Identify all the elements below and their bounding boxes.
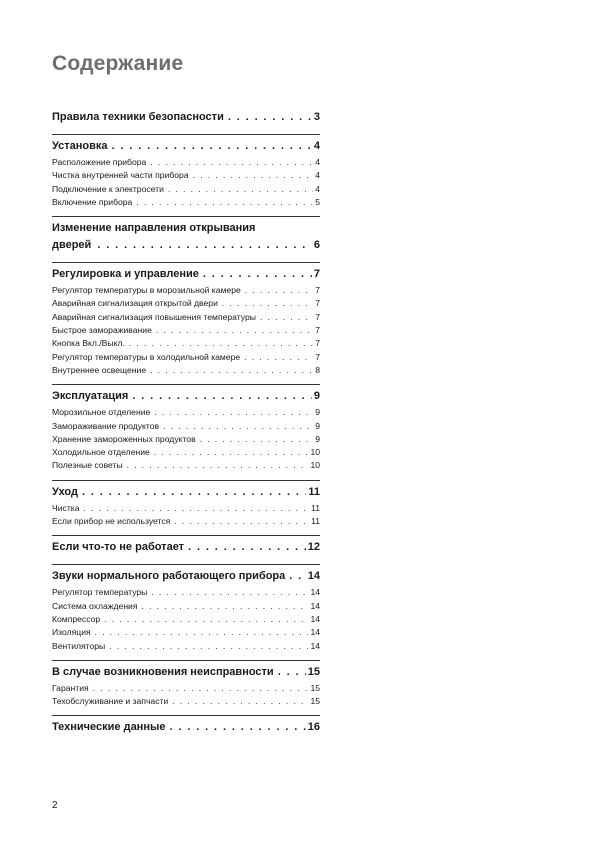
toc-item[interactable] — [52, 601, 320, 614]
toc-item[interactable] — [52, 683, 320, 696]
dot-leader — [156, 325, 313, 335]
toc-item[interactable] — [52, 516, 320, 529]
dot-leader — [260, 312, 313, 322]
dot-leader — [168, 184, 313, 194]
toc-item-page: 7 — [315, 351, 320, 362]
dot-leader — [193, 170, 314, 180]
dot-leader — [154, 447, 309, 457]
toc-item-page: 9 — [315, 407, 320, 418]
toc-item[interactable] — [52, 352, 320, 365]
toc-item-label: Регулятор температуры в холодильной камере — [52, 351, 241, 362]
toc-item-label: Кнопка Вкл./Выкл. — [52, 338, 125, 349]
toc-section[interactable] — [52, 390, 320, 407]
toc-item-label: Регулятор температуры — [52, 587, 148, 598]
toc-section-label: В случае возникновения неисправности — [52, 665, 274, 678]
dot-leader — [163, 421, 313, 431]
toc-item[interactable] — [52, 460, 320, 473]
toc-item-label: Полезные советы — [52, 460, 123, 471]
toc-item[interactable] — [52, 407, 320, 420]
toc-item-label: Аварийная сигнализация открытой двери — [52, 298, 218, 309]
toc-item-page: 10 — [310, 447, 320, 458]
toc-section-label: Технические данные — [52, 721, 166, 734]
dot-leader — [174, 516, 309, 526]
toc-item-page: 14 — [310, 627, 320, 638]
section-divider — [52, 535, 320, 536]
toc-section-page: 9 — [313, 390, 320, 403]
toc-item[interactable] — [52, 338, 320, 351]
toc-item-page: 14 — [310, 587, 320, 598]
toc-item-label: Подключение к электросети — [52, 183, 164, 194]
dot-leader — [203, 268, 312, 280]
toc-item-page: 5 — [315, 196, 320, 207]
toc-item-page: 8 — [315, 364, 320, 375]
toc-item-label: Чистка — [52, 502, 80, 513]
dot-leader — [245, 285, 313, 295]
toc-item[interactable] — [52, 157, 320, 170]
toc-item-label: Регулятор температуры в морозильной камере — [52, 285, 241, 296]
toc-item-label: Холодильное отделение — [52, 447, 150, 458]
toc-item-page: 14 — [310, 600, 320, 611]
toc-section-label: Установка — [52, 140, 108, 152]
section-divider — [52, 480, 320, 481]
toc-item-page: 11 — [311, 502, 320, 513]
dot-leader — [228, 111, 312, 123]
toc-item[interactable] — [52, 696, 320, 709]
dot-leader — [200, 434, 314, 444]
toc-item-page: 4 — [315, 170, 320, 181]
toc-item-page: 7 — [315, 285, 320, 296]
toc-item[interactable] — [52, 503, 320, 516]
dot-leader — [172, 696, 308, 706]
dot-leader — [154, 407, 313, 417]
toc-item-label: Расположение прибора — [52, 157, 147, 167]
toc-section-label: Уход — [52, 485, 78, 498]
toc-item-label: Система охлаждения — [52, 600, 138, 611]
toc-item[interactable] — [52, 641, 320, 654]
toc-section-page: 16 — [307, 721, 320, 734]
toc-item-label: Изоляция — [52, 627, 91, 638]
toc-item-label: Внутреннее освещение — [52, 364, 147, 375]
toc-item-label: Хранение замороженных продуктов — [52, 433, 196, 444]
dot-leader — [129, 338, 313, 348]
dot-leader — [150, 157, 313, 167]
toc-item-label: Компрессор — [52, 613, 101, 624]
section-divider — [52, 262, 320, 263]
toc-item-page: 9 — [315, 420, 320, 431]
dot-leader — [97, 239, 312, 251]
toc-item-page: 7 — [315, 338, 320, 349]
toc-item[interactable] — [52, 325, 320, 338]
toc-section[interactable] — [52, 541, 320, 558]
toc-item[interactable] — [52, 184, 320, 197]
toc-item[interactable] — [52, 170, 320, 183]
toc-item-page: 7 — [315, 311, 320, 322]
toc-section-label: Правила техники безопасности — [52, 111, 224, 123]
toc-item-label: Если прибор не используется — [52, 516, 171, 527]
table-of-contents — [52, 106, 320, 738]
dot-leader — [289, 570, 305, 582]
toc-item-label: Чистка внутренней части прибора — [52, 170, 189, 181]
dot-leader — [93, 683, 309, 693]
toc-item-page: 9 — [315, 433, 320, 444]
dot-leader — [109, 641, 308, 651]
page-number: 2 — [52, 800, 58, 811]
toc-item-page: 14 — [310, 640, 320, 651]
dot-leader — [84, 503, 310, 513]
toc-section-label: Звуки нормального работающего прибора — [52, 570, 286, 583]
dot-leader — [104, 614, 308, 624]
section-divider — [52, 134, 320, 135]
toc-item[interactable] — [52, 298, 320, 311]
toc-item-label: Замораживание продуктов — [52, 420, 160, 431]
toc-item[interactable] — [52, 447, 320, 460]
toc-item[interactable] — [52, 627, 320, 640]
toc-item[interactable] — [52, 421, 320, 434]
toc-item[interactable] — [52, 434, 320, 447]
section-divider — [52, 384, 320, 385]
dot-leader — [222, 298, 313, 308]
section-divider — [52, 660, 320, 661]
dot-leader — [132, 390, 312, 402]
toc-section-label: Если что-то не работает — [52, 541, 185, 554]
toc-section-page: 6 — [313, 239, 320, 252]
toc-item-page: 14 — [310, 613, 320, 624]
toc-section-page: 3 — [313, 111, 320, 123]
toc-section-label: Эксплуатация — [52, 390, 129, 403]
toc-item-page: 4 — [315, 183, 320, 194]
dot-leader — [82, 486, 306, 498]
toc-item[interactable] — [52, 365, 320, 378]
dot-leader — [95, 627, 309, 637]
section-divider — [52, 564, 320, 565]
toc-item-label: Включение прибора — [52, 196, 133, 207]
dot-leader — [278, 666, 306, 678]
page-title: Содержание — [52, 52, 184, 75]
toc-section-page: 11 — [308, 485, 320, 498]
toc-item-label: Гарантия — [52, 682, 89, 693]
toc-section[interactable] — [52, 666, 320, 683]
toc-item-page: 15 — [310, 682, 320, 693]
toc-item-page: 7 — [315, 325, 320, 336]
dot-leader — [127, 460, 309, 470]
toc-item-label: Вентиляторы — [52, 640, 106, 651]
dot-leader — [188, 541, 306, 553]
section-divider — [52, 715, 320, 716]
toc-item-page: 10 — [310, 460, 320, 471]
toc-section-label: Регулировка и управление — [52, 268, 199, 281]
toc-section[interactable] — [52, 140, 320, 157]
dot-leader — [170, 721, 306, 733]
toc-section[interactable] — [52, 111, 320, 128]
toc-item-page: 7 — [315, 298, 320, 309]
section-divider — [52, 216, 320, 217]
toc-section-page: 15 — [307, 665, 320, 678]
dot-leader — [151, 587, 308, 597]
toc-item[interactable] — [52, 587, 320, 600]
toc-section-page: 12 — [307, 541, 320, 554]
toc-item[interactable] — [52, 285, 320, 298]
toc-item-page: 15 — [310, 696, 320, 707]
toc-section-page: 4 — [313, 140, 320, 152]
toc-item-label: Быстрое замораживание — [52, 325, 152, 336]
dot-leader — [150, 365, 313, 375]
toc-item-page: 4 — [315, 157, 320, 167]
toc-section[interactable] — [52, 721, 320, 738]
toc-item-label: Морозильное отделение — [52, 407, 151, 418]
dot-leader — [142, 601, 309, 611]
toc-section-label-continued: дверей — [52, 239, 92, 252]
dot-leader — [136, 197, 313, 207]
toc-section[interactable] — [52, 268, 320, 285]
toc-item-label: Аварийная сигнализация повышения температуры — [52, 311, 256, 322]
toc-section-page: 14 — [307, 570, 320, 583]
toc-item-page: 11 — [311, 516, 320, 527]
toc-section[interactable] — [52, 570, 320, 587]
toc-section[interactable] — [52, 222, 320, 256]
toc-item[interactable] — [52, 614, 320, 627]
dot-leader — [244, 352, 313, 362]
dot-leader — [112, 140, 312, 152]
toc-section-label: Изменение направления открывания — [52, 222, 256, 235]
toc-item-label: Техобслуживание и запчасти — [52, 696, 169, 707]
toc-item[interactable] — [52, 197, 320, 210]
toc-section[interactable] — [52, 486, 320, 503]
toc-item[interactable] — [52, 312, 320, 325]
toc-section-page: 7 — [313, 268, 320, 281]
